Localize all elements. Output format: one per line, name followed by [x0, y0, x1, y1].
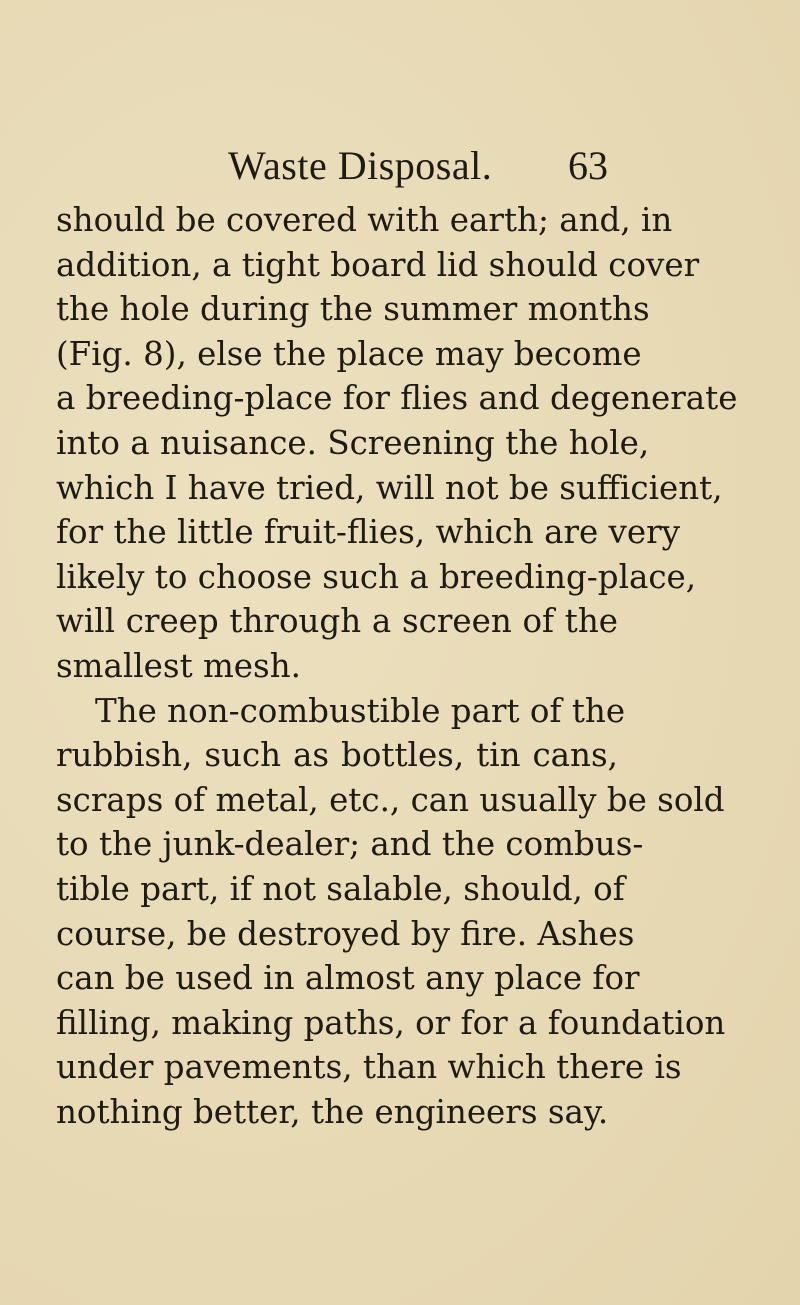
text-line: The non-combustible part of the [95, 691, 626, 730]
text-line: rubbish, such as bottles, tin cans, [56, 736, 618, 775]
text-line: course, be destroyed by fire. Ashes [56, 914, 635, 953]
text-line: the hole during the summer months [56, 290, 650, 329]
text-line: for the little fruit-flies, which are very [56, 513, 681, 552]
text-line: smallest mesh. [56, 646, 301, 685]
text-line: likely to choose such a breeding-place, [56, 557, 697, 596]
text-line: will creep through a screen of the [56, 602, 618, 641]
text-line: under pavements, than which there is [56, 1048, 682, 1087]
text-line: nothing better, the engineers say. [56, 1092, 609, 1131]
text-line: addition, a tight board lid should cover [56, 245, 700, 284]
text-line: scraps of metal, etc., can usually be sold [56, 780, 725, 819]
page-number: 63 [568, 143, 608, 188]
chapter-title: Waste Disposal. [228, 143, 493, 188]
text-line: filling, making paths, or for a foundation [56, 1003, 726, 1042]
text-line: can be used in almost any place for [56, 959, 640, 998]
body-text [56, 198, 738, 1134]
text-line: (Fig. 8), else the place may become [56, 334, 642, 373]
running-head [0, 142, 800, 190]
text-line: a breeding-place for flies and degenerate [56, 379, 738, 418]
text-line: tible part, if not salable, should, of [56, 869, 625, 908]
text-line: should be covered with earth; and, in [56, 201, 673, 239]
text-line: into a nuisance. Screening the hole, [56, 423, 650, 462]
text-line: which I have tried, will not be sufficient, [56, 468, 723, 507]
text-line: to the junk-dealer; and the combus- [56, 825, 644, 864]
